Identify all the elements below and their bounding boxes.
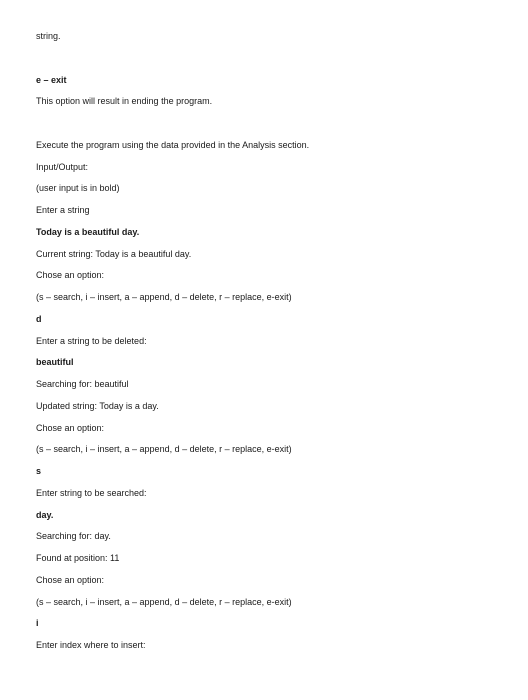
user-input-option: s	[36, 466, 42, 476]
user-input-string: Today is a beautiful day.	[36, 227, 140, 237]
options-menu: (s – search, i – insert, a – append, d – delete, r – replace, e-exit)	[36, 444, 292, 454]
output-searching: Searching for: day.	[36, 531, 111, 541]
prompt-insert-index: Enter index where to insert:	[36, 640, 146, 650]
option-description-exit: This option will result in ending the program.	[36, 96, 213, 106]
prompt-choose-option: Chose an option:	[36, 575, 105, 585]
io-note: (user input is in bold)	[36, 183, 120, 193]
option-heading-exit: e – exit	[36, 75, 67, 85]
prompt-choose-option: Chose an option:	[36, 423, 105, 433]
output-found-position: Found at position: 11	[36, 553, 120, 563]
user-input-option: i	[36, 618, 39, 628]
prompt-enter-string: Enter a string	[36, 205, 90, 215]
output-updated-string: Updated string: Today is a day.	[36, 401, 159, 411]
prompt-search-string: Enter string to be searched:	[36, 488, 147, 498]
output-current-string: Current string: Today is a beautiful day.	[36, 249, 192, 259]
prompt-delete-string: Enter a string to be deleted:	[36, 336, 147, 346]
io-heading: Input/Output:	[36, 162, 89, 172]
user-input-delete: beautiful	[36, 357, 74, 367]
user-input-search: day.	[36, 510, 54, 520]
output-searching: Searching for: beautiful	[36, 379, 129, 389]
instruction-execute: Execute the program using the data provided in the Analysis section.	[36, 140, 310, 150]
options-menu: (s – search, i – insert, a – append, d – delete, r – replace, e-exit)	[36, 597, 292, 607]
options-menu: (s – search, i – insert, a – append, d – delete, r – replace, e-exit)	[36, 292, 292, 302]
text-line-string-end: string.	[36, 31, 61, 41]
prompt-choose-option: Chose an option:	[36, 270, 105, 280]
user-input-option: d	[36, 314, 42, 324]
